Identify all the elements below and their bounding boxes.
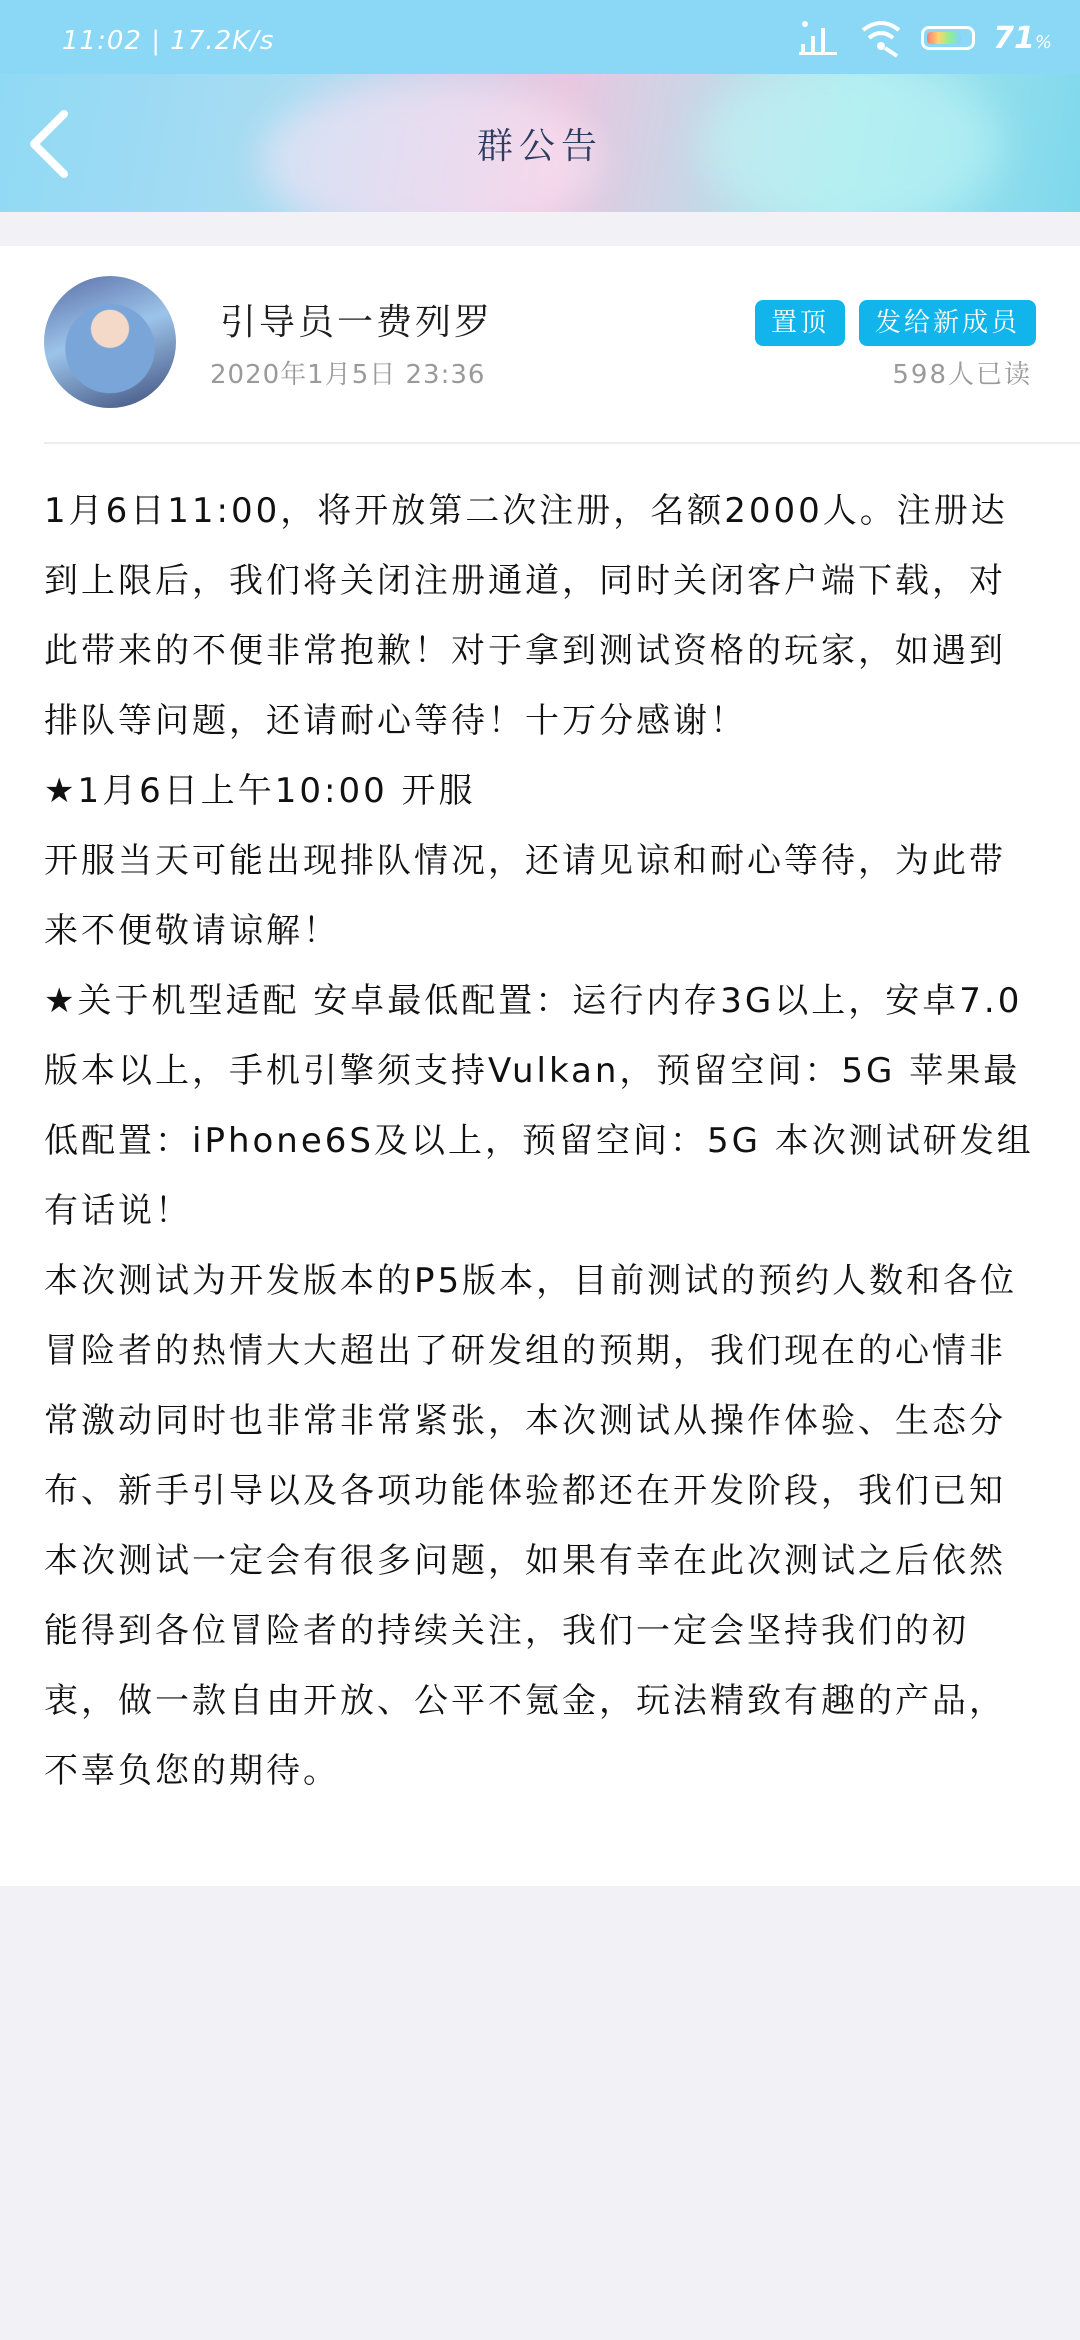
content-paragraph: 1月6日11:00，将开放第二次注册，名额2000人。注册达到上限后，我们将关闭注册通道，同时关闭客户端下载，对此带来的不便非常抱歉！对于拿到测试资格的玩家，如遇到排队等问题，还请耐心等待！十万分感谢！ [44,491,1008,741]
content-paragraph: ★1月6日上午10:00 开服 [44,771,476,811]
status-icons [797,16,1052,60]
divider [44,442,1080,444]
status-bar [0,0,1080,74]
wifi-icon [859,18,903,58]
announcement-content [44,476,1040,1806]
content-paragraph: 开服当天可能出现排队情况，还请见谅和耐心等待，为此带来不便敬请谅解！ [44,841,1006,951]
post-date: 2020年1月5日 23:36 [210,360,486,390]
battery-text [993,21,1052,56]
battery-unit: % [1034,31,1052,53]
status-time-speed: 11:02 | 17.2K/s [62,26,275,56]
signal-icon [797,18,841,58]
announcement-card [0,246,1080,1886]
page-title: 群公告 [476,126,603,167]
author-name[interactable]: 引导员一费列罗 [220,302,494,343]
content-paragraph: 本次测试为开发版本的P5版本，目前测试的预约人数和各位冒险者的热情大大超出了研发组的预期，我们现在的心情非常激动同时也非常非常紧张，本次测试从操作体验、生态分布、新手引导以及各项功能体验都还在开发阶段，我们已知本次测试一定会有很多问题，如果有幸在此次测试之后依然能得到各位冒险者的持续关注，我们一定会坚持我们的初衷，做一款自由开放、公平不氪金，玩法精致有趣的产品，不辜负您的期待。 [44,1261,1018,1791]
pinned-badge: 置顶 [755,300,845,346]
read-count[interactable]: 598人已读 [892,360,1032,390]
badge-group [755,300,1036,346]
new-members-badge: 发给新成员 [859,300,1036,346]
avatar[interactable] [44,276,176,408]
content-paragraph: ★关于机型适配 安卓最低配置：运行内存3G以上，安卓7.0版本以上，手机引擎须支持Vulkan，预留空间：5G 苹果最低配置：iPhone6S及以上，预留空间：5G 本次测试研发组有话说！ [44,981,1034,1231]
battery-level: 71 [993,20,1035,56]
battery-icon [921,26,975,50]
